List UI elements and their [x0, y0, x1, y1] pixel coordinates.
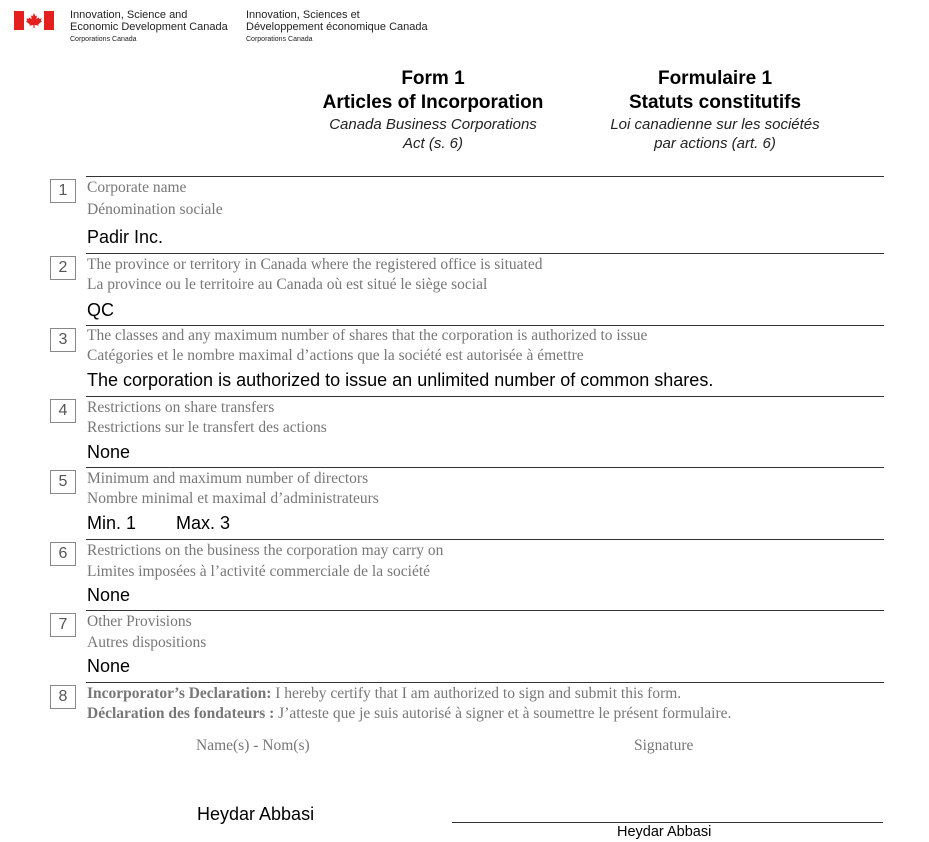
section-divider — [86, 396, 884, 397]
act-en-line1: Canada Business Corporations — [329, 116, 537, 133]
names-column-header: Name(s) - Nom(s) — [196, 737, 310, 754]
directors-min-value: Min. 1 — [87, 513, 137, 533]
dept-fr-line2: Développement économique Canada — [246, 21, 428, 33]
section-number-4: 4 — [50, 399, 76, 423]
title-en — [300, 67, 566, 153]
dept-en-line2: Economic Development Canada — [70, 21, 228, 33]
section-7-label-fr: Autres dispositions — [87, 634, 207, 651]
department-name-en — [70, 9, 228, 44]
section-number-2: 2 — [50, 256, 76, 280]
section-divider — [86, 539, 884, 540]
business-restrictions-value: None — [87, 585, 131, 605]
act-fr-line2: par actions (art. 6) — [654, 135, 776, 152]
section-2-label-en: The province or territory in Canada where the registered office is situated — [87, 256, 543, 273]
dept-en-line1: Innovation, Science and — [70, 9, 188, 21]
section-number-8: 8 — [50, 685, 76, 709]
act-fr-line1: Loi canadienne sur les sociétés — [610, 116, 820, 133]
incorporator-name-value: Heydar Abbasi — [197, 804, 315, 824]
dept-en-sub: Corporations Canada — [70, 36, 137, 43]
signature-value: Heydar Abbasi — [617, 824, 712, 840]
act-en-line2: Act (s. 6) — [402, 135, 463, 152]
other-provisions-value: None — [87, 656, 131, 676]
declaration-fr — [87, 704, 731, 724]
province-value: QC — [87, 300, 114, 320]
corporate-name-value: Padir Inc. — [87, 227, 164, 247]
declaration-fr-heading: Déclaration des fondateurs : — [87, 705, 275, 722]
form-name-en: Articles of Incorporation — [322, 92, 544, 113]
section-6-label-fr: Limites imposées à l’activité commerciale de la société — [87, 563, 431, 580]
section-7-label-en: Other Provisions — [87, 613, 192, 630]
section-5-label-fr: Nombre minimal et maximal d’administrateurs — [87, 490, 379, 507]
section-5-label-en: Minimum and maximum number of directors — [87, 470, 369, 487]
form-number-fr: Formulaire 1 — [657, 68, 773, 89]
section-3-label-fr: Catégories et le nombre maximal d’actions que la société est autorisée à émettre — [87, 347, 584, 364]
section-1-label-fr: Dénomination sociale — [87, 201, 223, 218]
form-number-en: Form 1 — [401, 68, 465, 89]
section-divider — [86, 610, 884, 611]
signature-column-header: Signature — [634, 737, 694, 754]
form-name-fr: Statuts constitutifs — [628, 92, 802, 113]
declaration-fr-text: J’atteste que je suis autorisé à signer et à soumettre le présent formulaire. — [274, 705, 732, 722]
department-name-fr — [246, 9, 428, 44]
section-2-label-fr: La province ou le territoire au Canada où est situé le siège social — [87, 276, 488, 293]
section-divider — [86, 253, 884, 254]
section-number-1: 1 — [50, 179, 76, 203]
declaration-en — [87, 684, 681, 704]
section-number-6: 6 — [50, 542, 76, 566]
section-divider — [86, 467, 884, 468]
section-number-7: 7 — [50, 613, 76, 637]
declaration-en-text: I hereby certify that I am authorized to sign and submit this form. — [271, 685, 682, 702]
directors-max-value: Max. 3 — [176, 513, 231, 533]
dept-fr-line1: Innovation, Sciences et — [246, 9, 360, 21]
section-divider — [86, 176, 884, 177]
section-number-5: 5 — [50, 470, 76, 494]
share-classes-value: The corporation is authorized to issue an unlimited number of common shares. — [87, 370, 714, 390]
section-divider — [86, 682, 884, 683]
section-4-label-en: Restrictions on share transfers — [87, 399, 275, 416]
dept-fr-sub: Corporations Canada — [246, 36, 313, 43]
canada-flag-icon — [14, 11, 54, 30]
section-1-label-en: Corporate name — [87, 179, 187, 196]
section-6-label-en: Restrictions on the business the corporation may carry on — [87, 542, 444, 559]
share-transfer-restrictions-value: None — [87, 442, 131, 462]
section-3-label-en: The classes and any maximum number of shares that the corporation is authorized to issue — [87, 327, 648, 344]
title-fr — [580, 67, 850, 153]
signature-line — [452, 822, 883, 823]
section-4-label-fr: Restrictions sur le transfert des actions — [87, 419, 327, 436]
declaration-en-heading: Incorporator’s Declaration: — [87, 685, 272, 702]
section-number-3: 3 — [50, 328, 76, 352]
